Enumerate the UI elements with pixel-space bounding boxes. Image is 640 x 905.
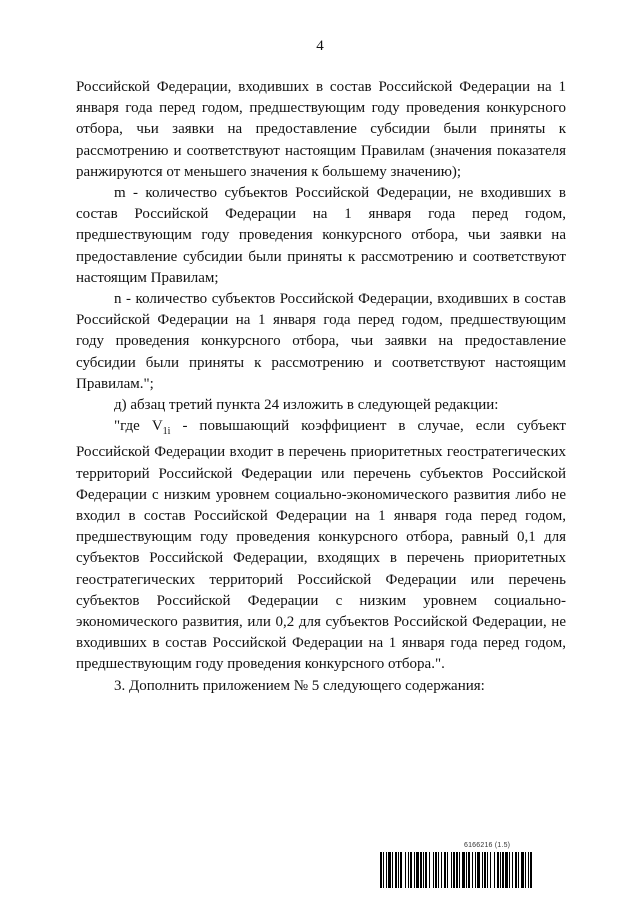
paragraph-quote: [76, 416, 566, 675]
barcode-bar: [423, 852, 424, 888]
barcode-bar: [388, 852, 391, 888]
barcode-bar: [518, 852, 519, 888]
paragraph-n-definition: n - количество субъектов Российской Федерации, входивших в состав Российской Федерации на 1 января года перед годом, предшествующим году проведения конкурсного отбора, чьи заявки на предоставление субсидии были приняты к рассмотрению и соответствуют настоящим Правилам.";: [76, 291, 566, 392]
barcode-bar: [395, 852, 397, 888]
quote-text: - повышающий коэффициент в случае, если субъект Российской Федерации входит в перечень приоритетных геостратегических территорий Российской Федерации или перечень субъектов Российской Федерации с низким уровнем социально-экономического развития либо не входил в состав Российской Федерации на 1 января года перед годом, предшествующим году проведения конкурсного отбора, равный 0,1 для субъектов Российской Федерации, входящих в перечень приоритетных геостратегических территорий Российской Федерации или перечень субъектов Российской Федерации с низким уровнем социально-экономического развития, или 0,2 для субъектов Российской Федерации, не входивших в состав Российской Федерации на 1 января года перед годом, предшествующим году проведения конкурсного отбора.".: [76, 418, 566, 673]
barcode-bar: [380, 852, 382, 888]
barcode-bar: [392, 852, 393, 888]
barcode-bar: [466, 852, 467, 888]
barcode-bar: [482, 852, 483, 888]
paragraph-amendment-d: д) абзац третий пункта 24 изложить в следующей редакции:: [114, 397, 499, 414]
quote-subscript: 1i: [162, 426, 171, 438]
barcode-bar: [494, 852, 495, 888]
barcode-bar: [408, 852, 409, 888]
footer: [380, 842, 596, 892]
barcode-bar: [456, 852, 458, 888]
barcode-image: [380, 852, 596, 888]
paragraph-m-definition: m - количество субъектов Российской Федерации, не входивших в состав Российской Федерации на 1 января года перед годом, предшествующим году проведения конкурсного отбора, чьи заявки на предоставление субсидии были приняты к рассмотрению и соответствуют настоящим Правилам;: [76, 185, 566, 286]
barcode-bar: [414, 852, 415, 888]
barcode-bar: [487, 852, 488, 888]
barcode-bar: [468, 852, 470, 888]
barcode-bar: [429, 852, 430, 888]
barcode-bar: [383, 852, 384, 888]
barcode-bar: [477, 852, 480, 888]
barcode-bar: [497, 852, 499, 888]
barcode-bar: [386, 852, 387, 888]
barcode-bar: [433, 852, 434, 888]
barcode-bar: [400, 852, 402, 888]
barcode-bar: [435, 852, 437, 888]
barcode-bar: [509, 852, 510, 888]
page-number: 4: [316, 38, 324, 54]
barcode-bar: [398, 852, 399, 888]
barcode-bar: [420, 852, 422, 888]
barcode-bar: [451, 852, 452, 888]
barcode-bar: [444, 852, 446, 888]
barcode-bar: [405, 852, 406, 888]
barcode-bar: [453, 852, 455, 888]
barcode-bar: [490, 852, 491, 888]
barcode-bar: [475, 852, 476, 888]
barcode-bar: [447, 852, 448, 888]
paragraph-item-3: 3. Дополнить приложением № 5 следующего содержания:: [114, 677, 485, 694]
document-body: [76, 77, 566, 697]
barcode-bar: [525, 852, 526, 888]
barcode-bar: [512, 852, 513, 888]
barcode-bar: [515, 852, 517, 888]
barcode-bar: [410, 852, 412, 888]
barcode-bar: [528, 852, 529, 888]
doc-code: 6166216 (1.5): [464, 842, 511, 849]
barcode-bar: [500, 852, 501, 888]
barcode-bar: [425, 852, 427, 888]
barcode-bar: [505, 852, 508, 888]
barcode-bar: [530, 852, 532, 888]
barcode-bar: [462, 852, 465, 888]
barcode-bar: [502, 852, 504, 888]
paragraph-1: Российской Федерации, входивших в состав Российской Федерации на 1 января года перед годом, предшествующим году проведения конкурсного отбора, чьи заявки на предоставление субсидии были приняты к рассмотрению и соответствуют настоящим Правилам (значения показателя ранжируются от меньшего значения к большему значению);: [76, 79, 566, 180]
barcode-bar: [472, 852, 473, 888]
quote-prefix: "где V: [114, 418, 163, 435]
barcode-bar: [521, 852, 524, 888]
barcode-bar: [438, 852, 439, 888]
barcode-bar: [459, 852, 460, 888]
barcode-bar: [441, 852, 442, 888]
barcode-bar: [484, 852, 486, 888]
barcode-bar: [416, 852, 419, 888]
